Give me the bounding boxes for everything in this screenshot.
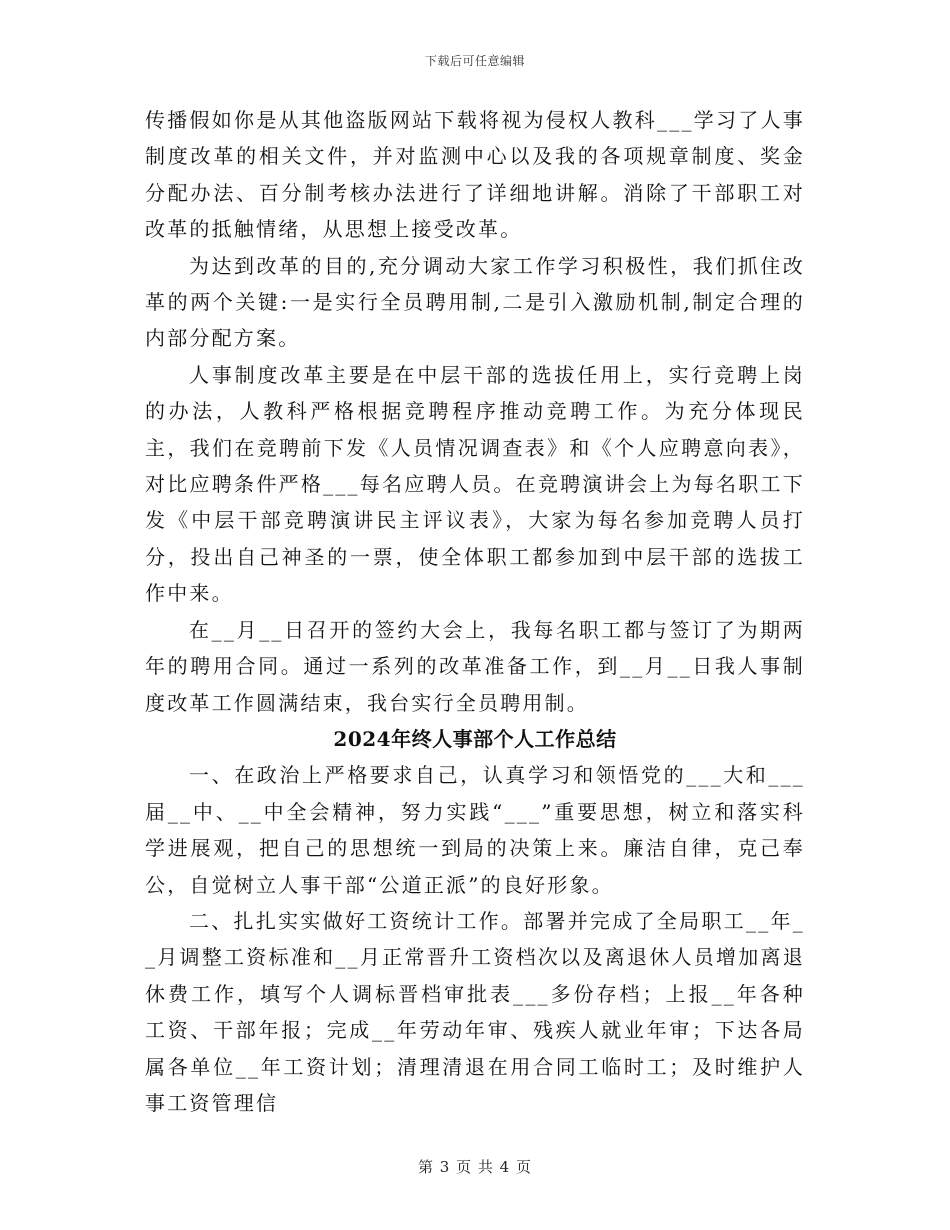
body-paragraph: 一、在政治上严格要求自己，认真学习和领悟党的___大和___届__中、__中全会精神，努力实践“___”重要思想，树立和落实科学进展观，把自己的思想统一到局的决策上来。廉洁自律，克己奉公，自觉树立人事干部“公道正派”的良好形象。 (145, 763, 805, 897)
body-paragraph: 为达到改革的目的,充分调动大家工作学习积极性，我们抓住改革的两个关键:一是实行全员聘用制,二是引入激励机制,制定合理的内部分配方案。 (145, 253, 805, 351)
page-number: 第 3 页 共 4 页 (418, 1158, 532, 1176)
document-body (145, 102, 805, 1121)
body-paragraph: 二、扎扎实实做好工资统计工作。部署并完成了全局职工__年__月调整工资标准和__月正常晋升工资档次以及离退休人员增加离退休费工作，填写个人调标晋档审批表___多份存档；上报__年各种工资、干部年报；完成__年劳动年审、残疾人就业年审；下达各局属各单位__年工资计划；清理清退在用合同工临时工；及时维护人事工资管理信 (145, 908, 805, 1115)
body-paragraph: 人事制度改革主要是在中层干部的选拔任用上，实行竞聘上岗的办法，人教科严格根据竞聘程序推动竞聘工作。为充分体现民主，我们在竞聘前下发《人员情况调查表》和《个人应聘意向表》，对比应聘条件严格___每名应聘人员。在竞聘演讲会上为每名职工下发《中层干部竞聘演讲民主评议表》，大家为每名参加竞聘人员打分，投出自己神圣的一票，使全体职工都参加到中层干部的选拔工作中来。 (145, 362, 805, 606)
section-title: 2024年终人事部个人工作总结 (333, 726, 617, 751)
body-paragraph: 传播假如你是从其他盗版网站下载将视为侵权人教科___学习了人事制度改革的相关文件，并对监测中心以及我的各项规章制度、奖金分配办法、百分制考核办法进行了详细地讲解。消除了干部职工对改革的抵触情绪，从思想上接受改革。 (145, 108, 805, 242)
page-header: 下载后可任意编辑 (424, 54, 525, 68)
body-paragraph: 在__月__日召开的签约大会上，我每名职工都与签订了为期两年的聘用合同。通过一系列的改革准备工作，到__月__日我人事制度改革工作圆满结束，我台实行全员聘用制。 (145, 617, 805, 715)
